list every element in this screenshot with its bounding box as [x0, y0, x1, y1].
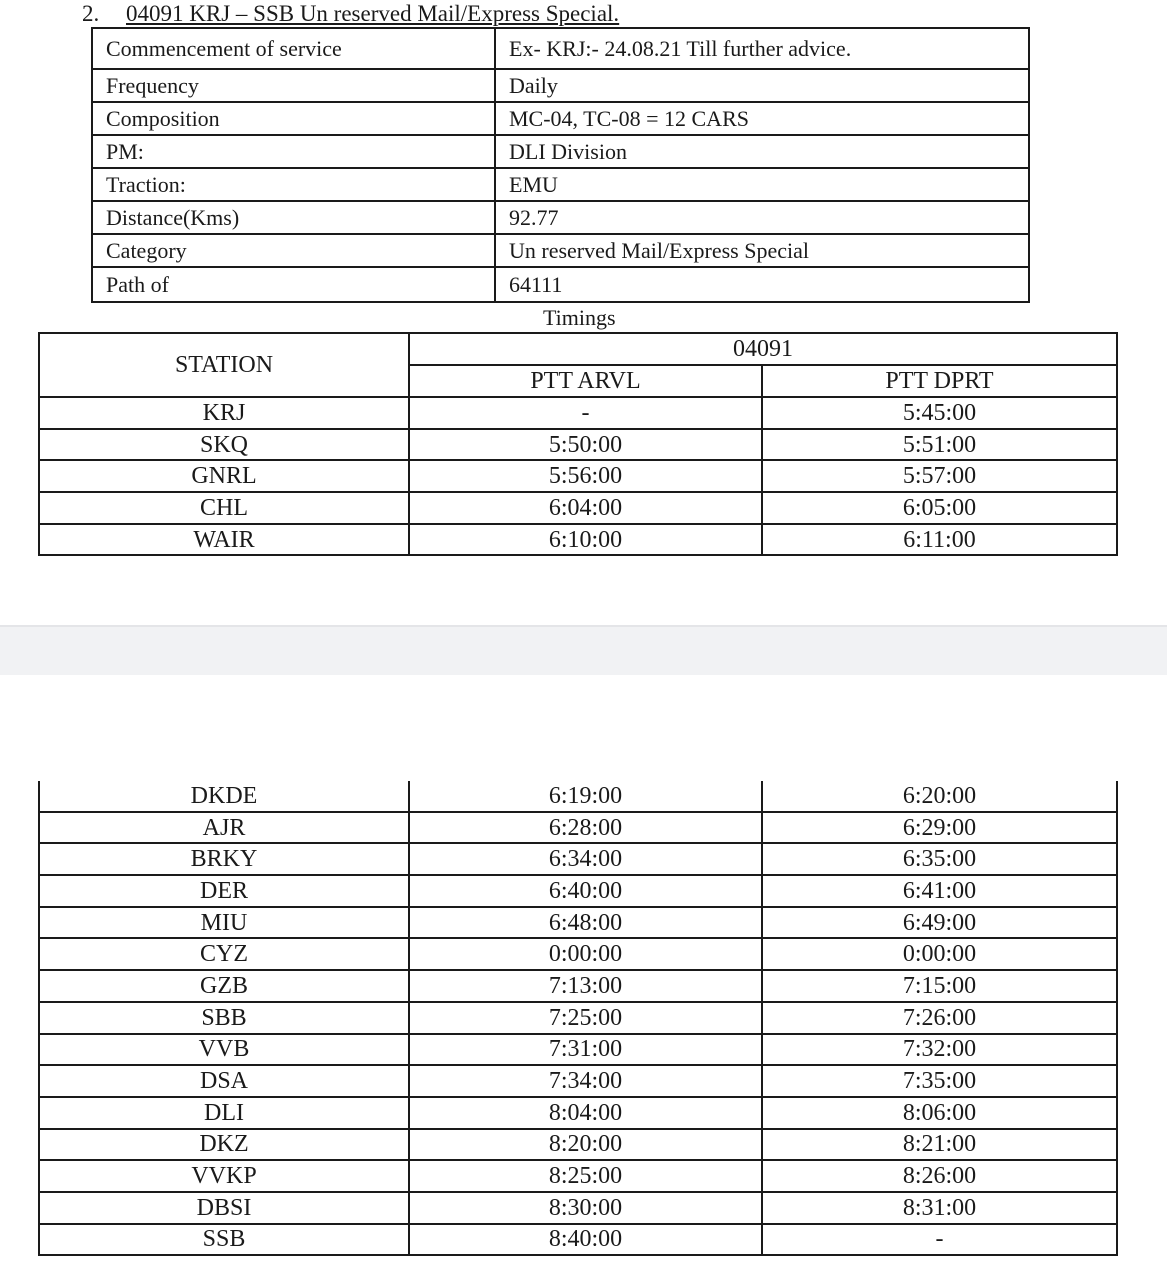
info-row — [92, 28, 1029, 69]
timing-row — [39, 1224, 1117, 1256]
timings-header-row — [39, 333, 1117, 365]
station-code: DER — [39, 875, 409, 907]
arrival-time: 5:50:00 — [409, 429, 762, 461]
timing-row — [39, 1002, 1117, 1034]
arrival-time: 8:04:00 — [409, 1097, 762, 1129]
info-value: DLI Division — [495, 135, 1029, 168]
info-label: Path of — [92, 267, 495, 302]
arrival-time: 8:20:00 — [409, 1129, 762, 1161]
info-row — [92, 69, 1029, 102]
arrival-time: 5:56:00 — [409, 460, 762, 492]
timing-row — [39, 1034, 1117, 1066]
departure-time: 5:51:00 — [762, 429, 1117, 461]
station-code: CHL — [39, 492, 409, 524]
departure-time: 7:26:00 — [762, 1002, 1117, 1034]
departure-time: - — [762, 1224, 1117, 1256]
timing-row — [39, 1097, 1117, 1129]
station-code: DKZ — [39, 1129, 409, 1161]
arrival-time: - — [409, 397, 762, 429]
timing-row — [39, 907, 1117, 939]
timing-row — [39, 843, 1117, 875]
departure-time: 0:00:00 — [762, 938, 1117, 970]
info-row — [92, 234, 1029, 267]
timing-row — [39, 812, 1117, 844]
timing-row — [39, 970, 1117, 1002]
info-row — [92, 135, 1029, 168]
timing-row — [39, 1129, 1117, 1161]
station-code: GZB — [39, 970, 409, 1002]
info-label: Distance(Kms) — [92, 201, 495, 234]
station-code: WAIR — [39, 524, 409, 556]
station-code: VVKP — [39, 1160, 409, 1192]
info-row — [92, 201, 1029, 234]
station-code: DBSI — [39, 1192, 409, 1224]
station-code: MIU — [39, 907, 409, 939]
station-code: VVB — [39, 1034, 409, 1066]
info-value: 92.77 — [495, 201, 1029, 234]
section-heading — [82, 0, 619, 28]
station-code: BRKY — [39, 843, 409, 875]
arrival-time: 8:25:00 — [409, 1160, 762, 1192]
departure-time: 6:05:00 — [762, 492, 1117, 524]
timing-row — [39, 397, 1117, 429]
departure-time: 5:45:00 — [762, 397, 1117, 429]
arrival-time: 8:30:00 — [409, 1192, 762, 1224]
info-value: EMU — [495, 168, 1029, 201]
arrival-time: 7:34:00 — [409, 1065, 762, 1097]
station-code: DLI — [39, 1097, 409, 1129]
departure-time: 8:06:00 — [762, 1097, 1117, 1129]
timing-row — [39, 1192, 1117, 1224]
info-value: Daily — [495, 69, 1029, 102]
info-label: Traction: — [92, 168, 495, 201]
arrival-time: 6:10:00 — [409, 524, 762, 556]
page-break-divider — [0, 625, 1167, 675]
departure-time: 8:31:00 — [762, 1192, 1117, 1224]
departure-time: 6:49:00 — [762, 907, 1117, 939]
timings-label: Timings — [543, 305, 616, 330]
departure-time: 8:26:00 — [762, 1160, 1117, 1192]
arrival-time: 8:40:00 — [409, 1224, 762, 1256]
departure-time: 5:57:00 — [762, 460, 1117, 492]
arrival-column-header: PTT ARVL — [409, 365, 762, 397]
departure-time: 6:20:00 — [762, 781, 1117, 812]
departure-time: 6:35:00 — [762, 843, 1117, 875]
timing-row — [39, 938, 1117, 970]
train-title: 04091 KRJ – SSB Un reserved Mail/Express Special. — [126, 1, 620, 26]
timings-table-page1 — [38, 332, 1118, 556]
info-label: Frequency — [92, 69, 495, 102]
timing-row — [39, 524, 1117, 556]
timing-row — [39, 492, 1117, 524]
station-code: AJR — [39, 812, 409, 844]
station-code: CYZ — [39, 938, 409, 970]
timing-row — [39, 1065, 1117, 1097]
departure-time: 7:15:00 — [762, 970, 1117, 1002]
station-code: KRJ — [39, 397, 409, 429]
train-number-header: 04091 — [409, 333, 1117, 365]
info-value: MC-04, TC-08 = 12 CARS — [495, 102, 1029, 135]
timing-row — [39, 460, 1117, 492]
station-code: DSA — [39, 1065, 409, 1097]
departure-time: 8:21:00 — [762, 1129, 1117, 1161]
departure-time: 7:32:00 — [762, 1034, 1117, 1066]
station-code: SSB — [39, 1224, 409, 1256]
timing-row — [39, 1160, 1117, 1192]
timing-row — [39, 781, 1117, 812]
station-code: GNRL — [39, 460, 409, 492]
arrival-time: 7:13:00 — [409, 970, 762, 1002]
arrival-time: 6:34:00 — [409, 843, 762, 875]
departure-time: 6:41:00 — [762, 875, 1117, 907]
section-number: 2. — [82, 1, 100, 26]
station-code: DKDE — [39, 781, 409, 812]
info-row — [92, 267, 1029, 302]
info-label: PM: — [92, 135, 495, 168]
station-code: SKQ — [39, 429, 409, 461]
arrival-time: 6:40:00 — [409, 875, 762, 907]
departure-time: 7:35:00 — [762, 1065, 1117, 1097]
arrival-time: 6:19:00 — [409, 781, 762, 812]
departure-column-header: PTT DPRT — [762, 365, 1117, 397]
info-row — [92, 168, 1029, 201]
arrival-time: 7:25:00 — [409, 1002, 762, 1034]
arrival-time: 6:28:00 — [409, 812, 762, 844]
info-row — [92, 102, 1029, 135]
arrival-time: 0:00:00 — [409, 938, 762, 970]
arrival-time: 6:04:00 — [409, 492, 762, 524]
timing-row — [39, 875, 1117, 907]
timing-row — [39, 429, 1117, 461]
arrival-time: 6:48:00 — [409, 907, 762, 939]
info-label: Composition — [92, 102, 495, 135]
station-code: SBB — [39, 1002, 409, 1034]
info-label: Commencement of service — [92, 28, 495, 69]
info-value: Ex- KRJ:- 24.08.21 Till further advice. — [495, 28, 1029, 69]
train-info-table — [91, 27, 1030, 303]
info-value: 64111 — [495, 267, 1029, 302]
timings-table-page2 — [38, 781, 1118, 1256]
departure-time: 6:11:00 — [762, 524, 1117, 556]
info-label: Category — [92, 234, 495, 267]
departure-time: 6:29:00 — [762, 812, 1117, 844]
arrival-time: 7:31:00 — [409, 1034, 762, 1066]
info-value: Un reserved Mail/Express Special — [495, 234, 1029, 267]
station-column-header: STATION — [39, 333, 409, 397]
